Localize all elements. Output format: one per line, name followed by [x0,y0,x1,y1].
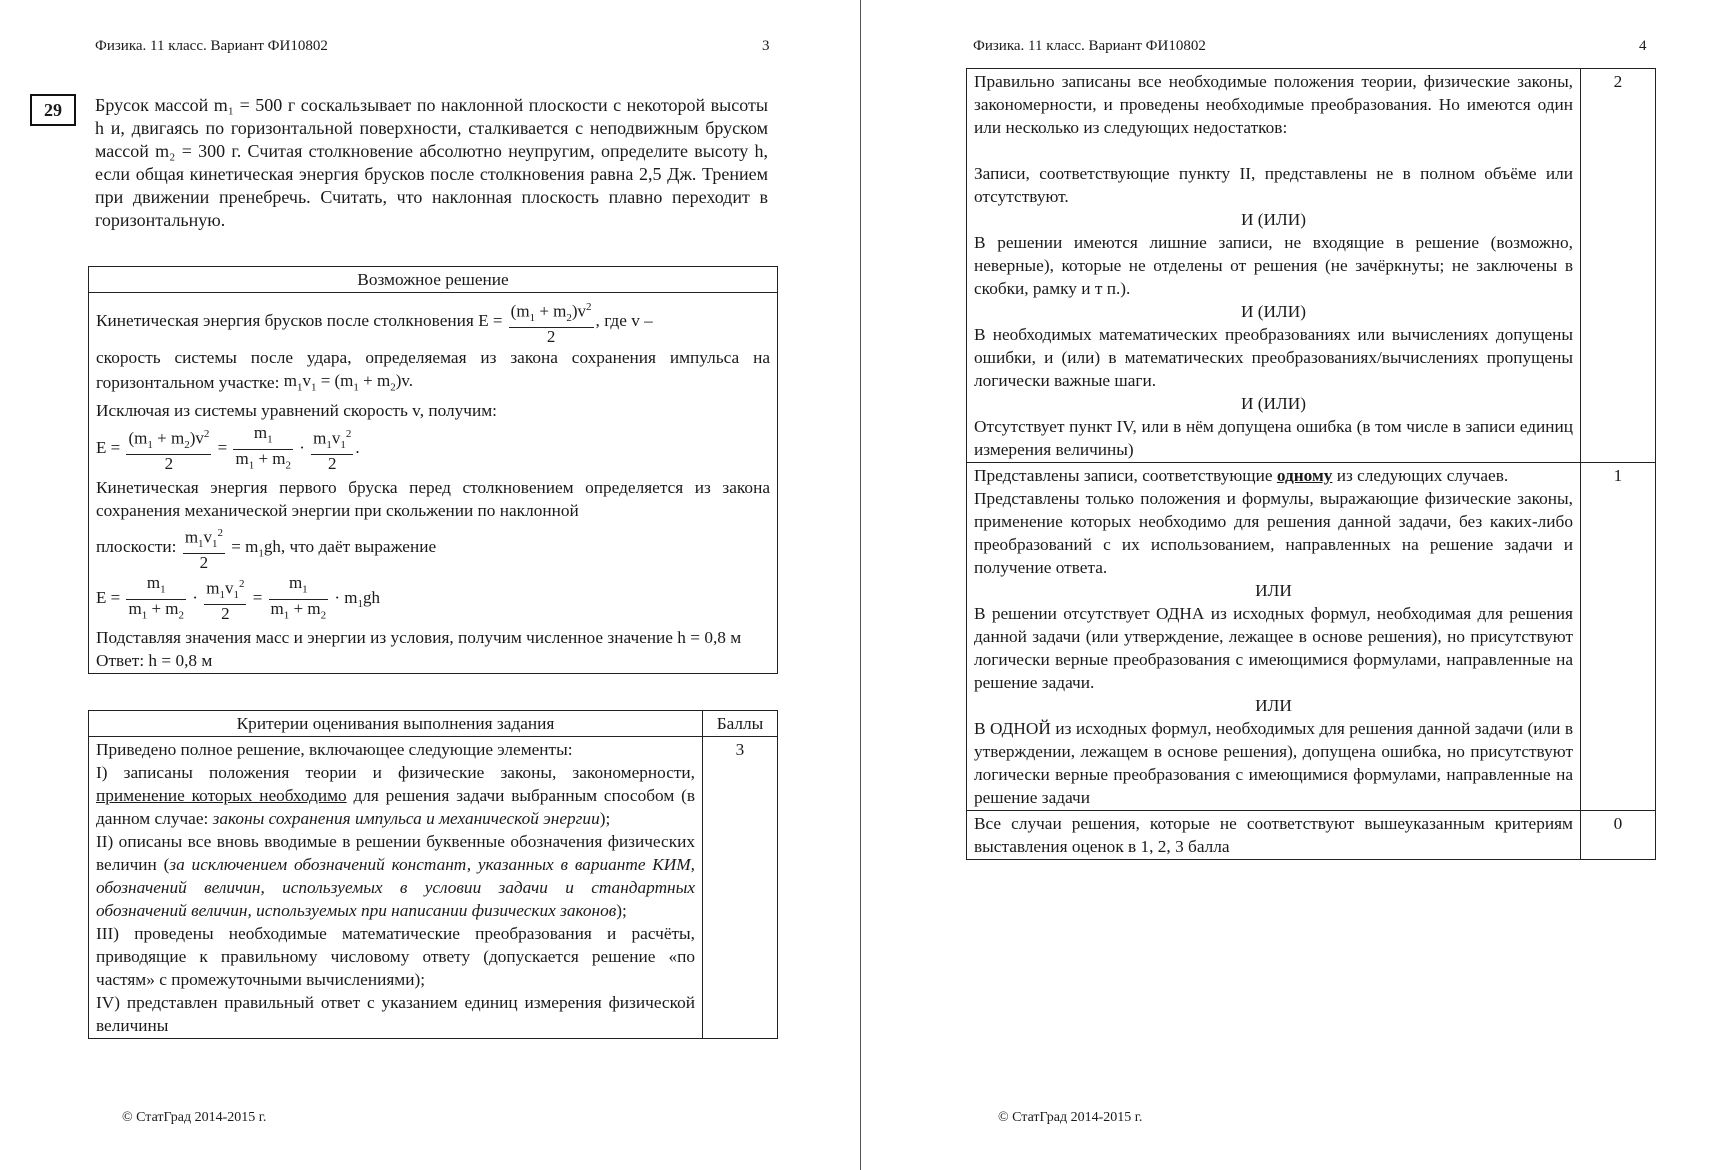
footer-copyright: © СтатГрад 2014-2015 г. [122,1110,267,1125]
row1-or-2: ИЛИ [1255,696,1292,715]
page-number: 3 [762,38,770,54]
solution-p1-start: Кинетическая энергия брусков после столкновения [96,311,474,330]
score-3: 3 [703,737,778,1039]
solution-p4: Подставляя значения масс и энергии из условия, получим численное значение h = 0,8 м [96,628,742,648]
solution-header: Возможное решение [89,267,778,293]
row2-case-1: Записи, соответствующие пункту II, представлены не в полном объёме или отсутствуют. [974,164,1573,206]
solution-p3-tail: , что даёт выражение [280,537,437,557]
running-head: Физика. 11 класс. Вариант ФИ10802 [973,38,1206,54]
criteria-score-0: Все случаи решения, которые не соответствуют вышеуказанным критериям выставления оценок в 1, 2, 3 балла [967,811,1581,860]
solution-body [89,293,778,674]
solution-p2: Исключая из системы уравнений скорость v, получим: [96,401,497,421]
score-0: 0 [1581,811,1656,860]
criteria-header: Критерии оценивания выполнения задания [89,711,703,737]
page-number: 4 [1639,38,1647,54]
criteria-score-2 [967,69,1581,463]
score-2: 2 [1581,69,1656,463]
criteria-table [88,710,778,1039]
row1-or-1: ИЛИ [1255,581,1292,600]
row1-case-2: В решении отсутствует ОДНА из исходных формул, необходимая для решения данной задачи (или утверждение, лежащее в основе решения), но присутствуют логически верные преобразования с имеющимися формулами, направленные на решение задачи. [974,604,1573,692]
row2-or-2: И (ИЛИ) [1241,302,1306,321]
row2-or-1: И (ИЛИ) [1241,210,1306,229]
formula-momentum: $m_1v_1 = (m_1 + m_2)v$. [283,371,414,394]
solution-table [88,266,778,674]
row2-case-4: Отсутствует пункт IV, или в нём допущена ошибка (в том числе в записи единиц измерения величины) [974,417,1573,459]
criteria-item-3: III) проведены необходимые математические преобразования и расчёты, приводящие к правильному числовому ответу (допускается решение «по частям» с промежуточными вычислениями); [96,924,695,989]
criteria-item-2: II) описаны все вновь вводимые в решении буквенные обозначения физических величин (за исключением обозначений констант, указанных в варианте КИМ, обозначений величин, используемых в условии задачи и стандартных обозначений величин, используемых при написании физических законов); [96,832,695,920]
task-number: 29 [30,94,76,126]
criteria-item-1: I) записаны положения теории и физические законы, закономерности, применение которых необходимо для решения задачи выбранным способом (в данном случае: законы сохранения импульса и механической энергии); [96,763,695,828]
solution-p1-where: , где v – [595,311,653,330]
row1-intro: Представлены записи, соответствующие одному из следующих случаев. [974,466,1509,485]
row2-case-2: В решении имеются лишние записи, не входящие в решение (возможно, неверные), которые не отделены от решения (не зачёркнуты; не заключены в скобки, рамку и т п.). [974,233,1573,298]
solution-answer: Ответ: h = 0,8 м [96,651,213,671]
criteria-continuation-table [966,68,1656,860]
criteria-item-4: IV) представлен правильный ответ с указанием единиц измерения физической величины [96,993,695,1035]
formula-energy-final: E = $\frac{m_1}{m_1 + m_2}$ · $\frac{m_1v_1^2}{2}$ = $\frac{m_1}{m_1 + m_2}$ · $m_1gh$ [96,573,380,624]
running-head: Физика. 11 класс. Вариант ФИ10802 [95,38,328,54]
row1-case-1: Представлены только положения и формулы, выражающие физические законы, применение которых необходимо для решения данной задачи, без каких-либо преобразований с их использованием, направленных на решение задачи и получение ответа. [974,489,1573,577]
score-1: 1 [1581,463,1656,811]
page-divider [860,0,861,1170]
footer-copyright: © СтатГрад 2014-2015 г. [998,1110,1143,1125]
solution-p1-cont: скорость системы после удара, определяемая из закона сохранения импульса на горизонтальном участке: [96,348,770,393]
criteria-score-1 [967,463,1581,811]
formula-energy-combined: E = $\frac{(m_1 + m_2)v^2}{2}$ = $\frac{m_1}{m_1 + m_2}$ · $\frac{m_1v_1^2}{2}$ . [96,423,360,474]
row1-case-3: В ОДНОЙ из исходных формул, необходимых для решения данной задачи (или в утверждении, лежащем в основе решения), допущена ошибка, но присутствуют логически верные преобразования с имеющимися формулами, направленные на решение задачи [974,719,1573,807]
row2-intro: Правильно записаны все необходимые положения теории, физические законы, закономерности, и проведены необходимые преобразования. Но имеются один или несколько из следующих недостатков: [974,72,1573,137]
criteria-full-intro: Приведено полное решение, включающее следующие элементы: [96,740,573,759]
task-text: Брусок массой m₁ = 500 г соскальзывает по наклонной плоскости с некоторой высоты h и, двигаясь по горизонтальной поверхности, сталкивается с неподвижным бруском массой m₂ = 300 г. Считая столкновение абсолютно неупругим, определите высоту h, если общая кинетическая энергия брусков после столкновения равна 2,5 Дж. Трением при движении пренебречь. Считать, что наклонная плоскость плавно переходит в горизонтальную. [95,95,768,230]
row2-or-3: И (ИЛИ) [1241,394,1306,413]
score-header: Баллы [703,711,778,737]
right-page [864,0,1714,1170]
formula-energy-after: E = $\frac{(m_1 + m_2)v^2}{2}$ [478,298,595,346]
row2-case-3: В необходимых математических преобразованиях или вычислениях допущены ошибки, и (или) в математических преобразованиях/вычислениях пропущены логически важные шаги. [974,325,1573,390]
solution-p3: Кинетическая энергия первого бруска перед столкновением определяется из закона сохранения механической энергии при скольжении по наклонной [96,478,770,521]
criteria-full-solution [89,737,703,1039]
solution-p3-plane: плоскости: [96,537,177,557]
formula-energy-conservation: $\frac{m_1v_1^2}{2}$ = $m_1gh$ [181,524,281,572]
